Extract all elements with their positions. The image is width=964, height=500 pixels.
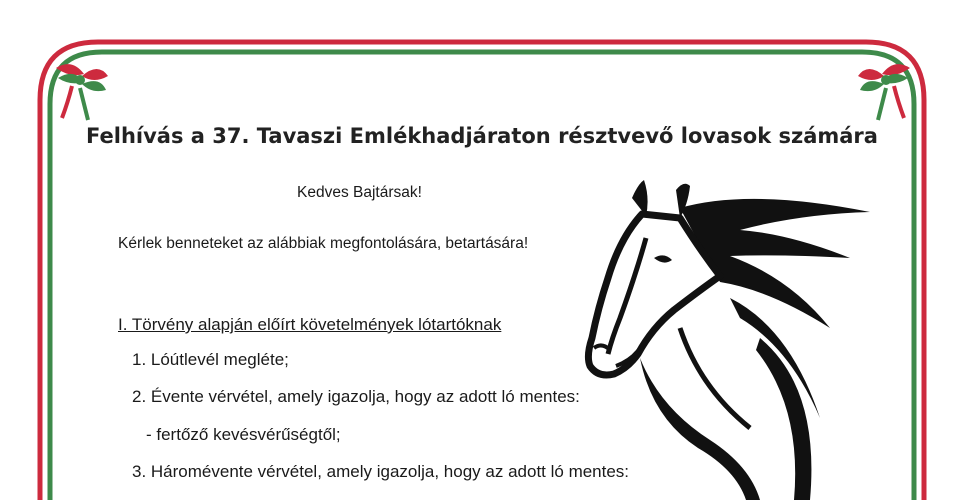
page-title: Felhívás a 37. Tavaszi Emlékhadjáraton résztvevő lovasok számára [86, 124, 878, 148]
horse-head-illustration [580, 178, 890, 500]
ribbon-bow-left [56, 64, 108, 120]
section-heading: I. Törvény alapján előírt követelmények lótartóknak [118, 315, 502, 334]
list-item: 1. Lóútlevél megléte; [132, 350, 289, 369]
intro-text: Kérlek benneteket az alábbiak megfontolására, betartására! [118, 235, 529, 252]
list-item: 3. Háromévente vérvétel, amely igazolja, hogy az adott ló mentes: [132, 462, 630, 481]
list-item: - fertőző kevésvérűségtől; [146, 425, 341, 444]
ribbon-bow-right [858, 64, 910, 120]
greeting: Kedves Bajtársak! [297, 184, 422, 201]
list-item: 2. Évente vérvétel, amely igazolja, hogy az adott ló mentes: [132, 387, 580, 406]
